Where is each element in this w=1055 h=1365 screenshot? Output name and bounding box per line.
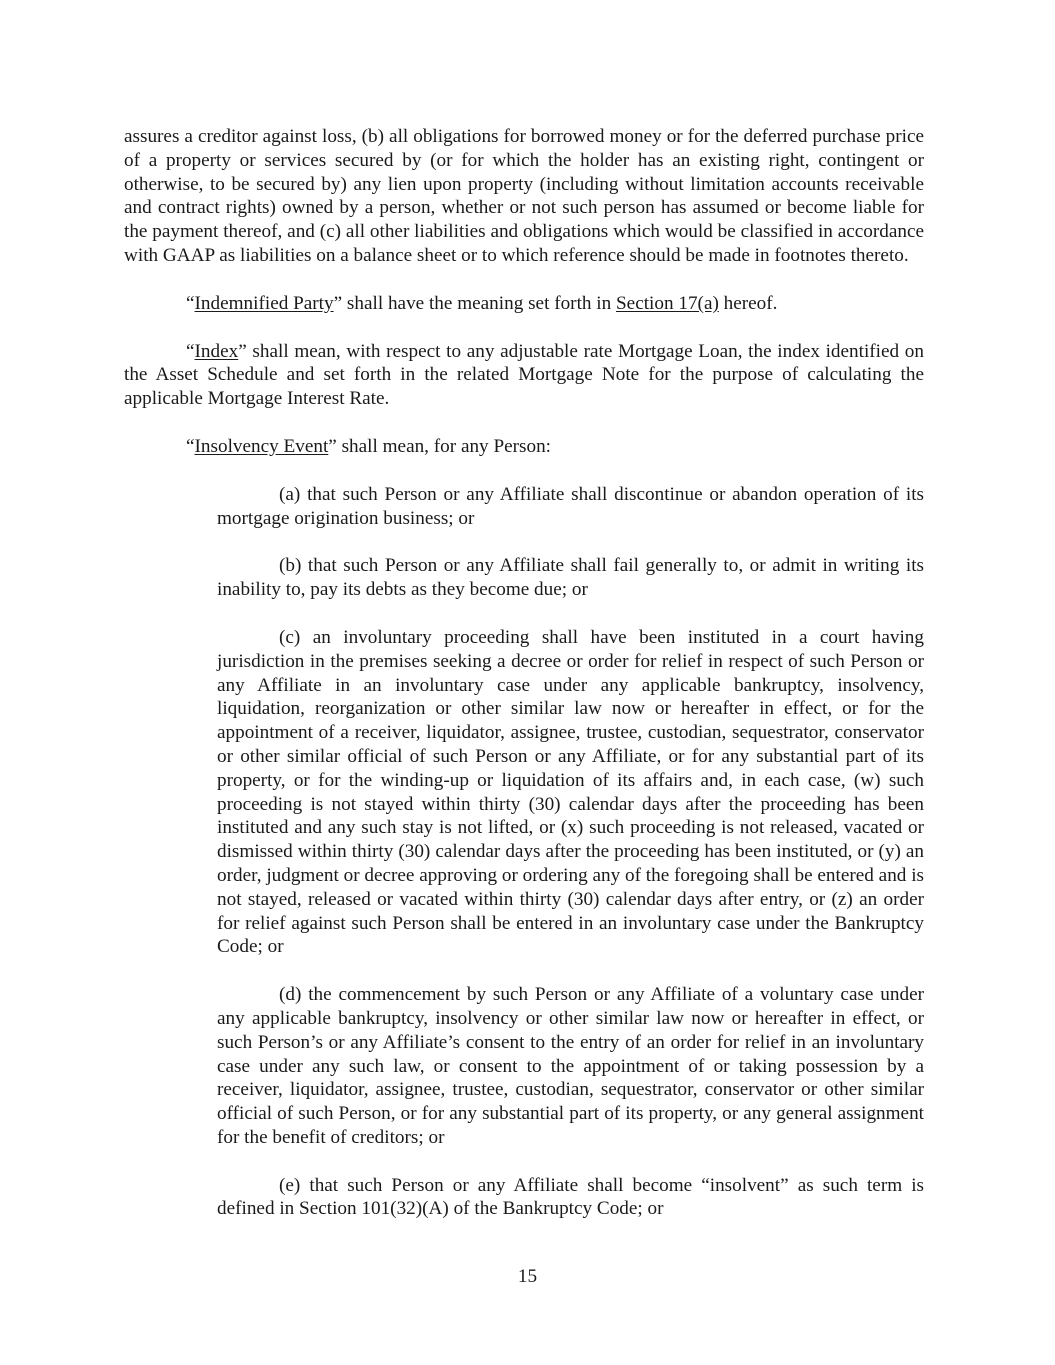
open-quote: “ xyxy=(186,340,195,362)
open-quote: “ xyxy=(186,435,195,457)
definition-text: ” shall mean, with respect to any adjustable rate Mortgage Loan, the index identified on the Asset Schedule and set forth in the related Mortgage Note for the purpose of calculating the applicable Mortgage Interest Rate. xyxy=(124,340,924,410)
clause-e: (e) that such Person or any Affiliate shall become “insolvent” as such term is defined in Section 101(32)(A) of the Bankruptcy Code; or xyxy=(217,1174,924,1220)
defined-term: Indemnified Party xyxy=(194,292,334,314)
definition-text: ” shall have the meaning set forth in xyxy=(333,292,617,314)
page-number: 15 xyxy=(517,1266,538,1287)
document-body xyxy=(124,125,924,1221)
definition-text-end: hereof. xyxy=(718,292,778,314)
open-quote: “ xyxy=(186,292,195,314)
defined-term: Index xyxy=(194,340,239,362)
clause-a: (a) that such Person or any Affiliate shall discontinue or abandon operation of its mortgage origination business; or xyxy=(217,483,924,529)
clause-b: (b) that such Person or any Affiliate shall fail generally to, or admit in writing its inability to, pay its debts as they become due; or xyxy=(217,555,924,601)
clause-c: (c) an involuntary proceeding shall have been instituted in a court having jurisdiction in the premises seeking a decree or order for relief in respect of such Person or any Affiliate in an involuntary case under any applicable bankruptcy, insolvency, liquidation, reorganization or other similar law now or hereafter in effect, or for the appointment of a receiver, liquidator, assignee, trustee, custodian, sequestrator, conservator or other similar official of such Person or any Affiliate, or for any substantial part of its property, or for the winding-up or liquidation of its affairs and, in each case, (w) such proceeding is not stayed within thirty (30) calendar days after the proceeding has been instituted and any such stay is not lifted, or (x) such proceeding is not released, vacated or dismissed within thirty (30) calendar days after the proceeding has been instituted, or (y) an order, judgment or decree approving or ordering any of the foregoing shall be entered and is not stayed, released or vacated within thirty (30) calendar days after entry, or (z) an order for relief against such Person shall be entered in an involuntary case under the Bankruptcy Code; or xyxy=(217,626,924,958)
defined-term: Insolvency Event xyxy=(194,435,329,457)
section-reference: Section 17(a) xyxy=(616,292,719,314)
definition-index xyxy=(124,340,924,411)
definition-text: ” shall mean, for any Person: xyxy=(328,435,552,457)
continuation-paragraph: assures a creditor against loss, (b) all obligations for borrowed money or for the deferred purchase price of a property or services secured by (or for which the holder has an existing right, contingent or otherwise, to be secured by) any lien upon property (including without limitation accounts receivable and contract rights) owned by a person, whether or not such person has assumed or become liable for the payment thereof, and (c) all other liabilities and obligations which would be classified in accordance with GAAP as liabilities on a balance sheet or to which reference should be made in footnotes thereto. xyxy=(124,126,924,266)
definition-insolvency-event xyxy=(124,435,924,459)
clause-d: (d) the commencement by such Person or any Affiliate of a voluntary case under any applicable bankruptcy, insolvency or other similar law now or hereafter in effect, or such Person’s or any Affiliate’s consent to the entry of an order for relief in an involuntary case under any such law, or consent to the appointment of or taking possession by a receiver, liquidator, assignee, trustee, custodian, sequestrator, conservator or other similar official of such Person, or for any substantial part of its property, or any general assignment for the benefit of creditors; or xyxy=(217,984,924,1148)
definition-indemnified-party xyxy=(124,292,924,316)
